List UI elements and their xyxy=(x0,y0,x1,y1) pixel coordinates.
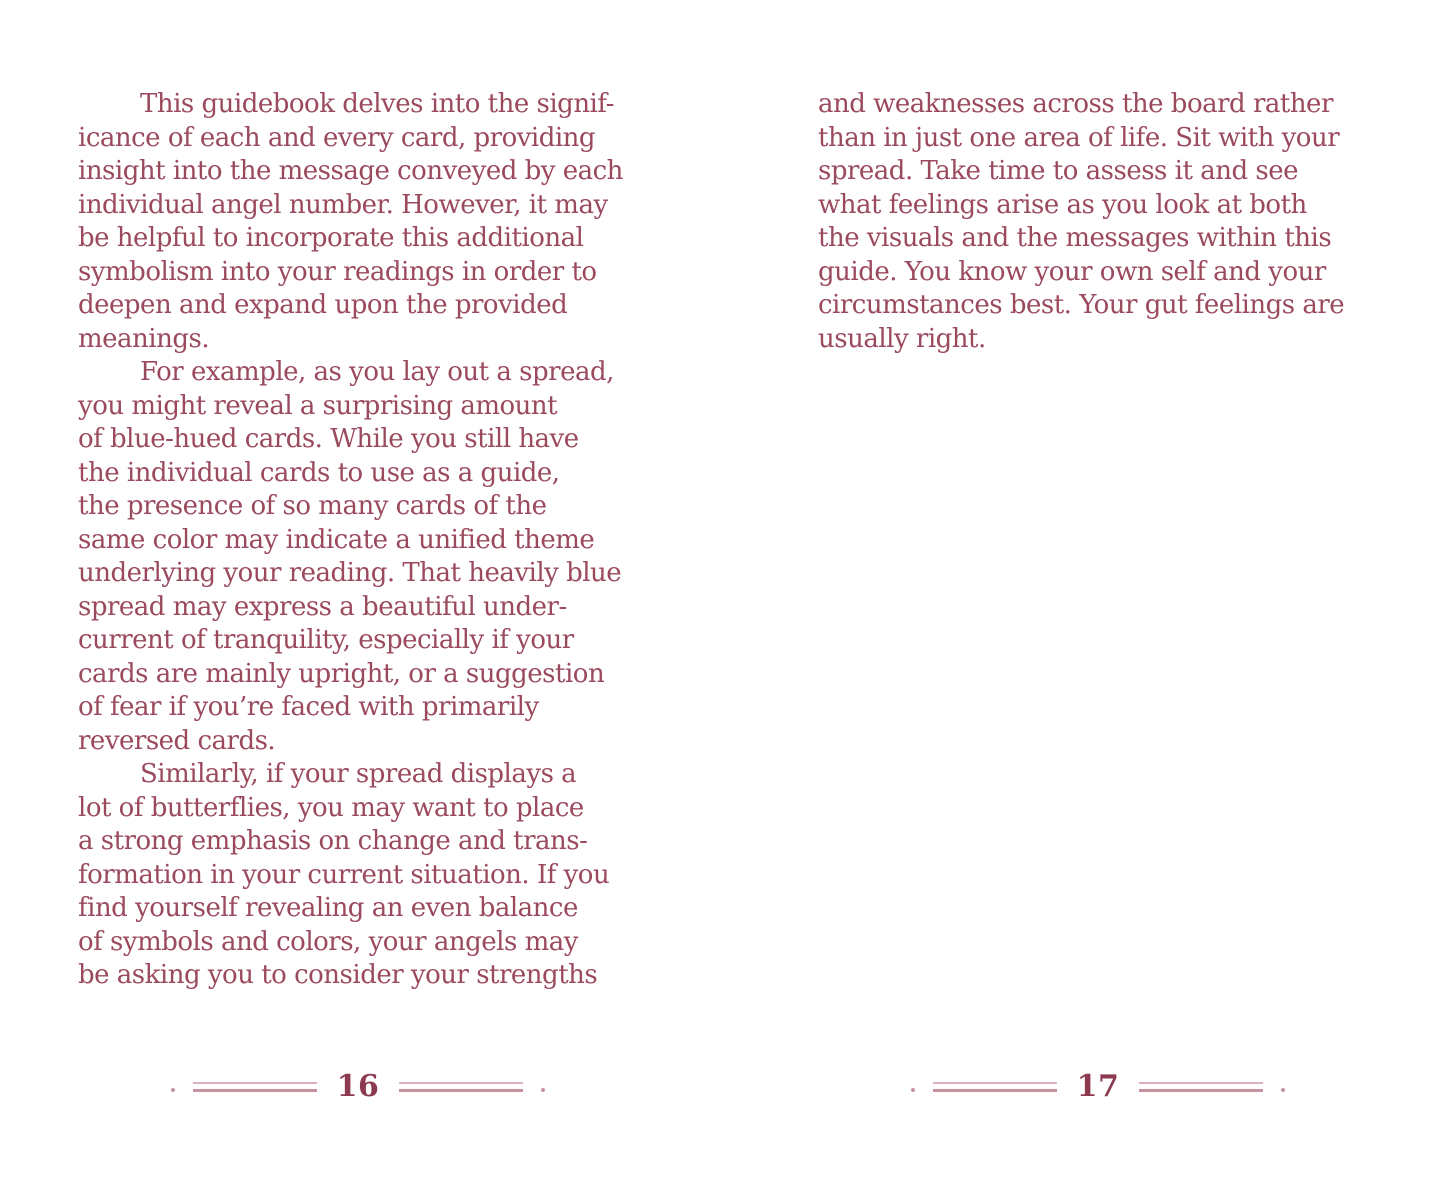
text-line: than in just one area of life. Sit with your xyxy=(818,122,1340,153)
text-line: spread may express a beautiful under- xyxy=(78,591,567,622)
ornament-dot-outer-left xyxy=(171,1088,175,1092)
text-line: This guidebook delves into the signif- xyxy=(140,89,614,119)
text-line: a strong emphasis on change and trans- xyxy=(78,826,588,856)
text-line: same color may indicate a unified theme xyxy=(78,524,595,555)
ornament-rule-thin xyxy=(193,1082,317,1084)
text-line: usually right. xyxy=(818,323,986,354)
text-line: of symbols and colors, your angels may xyxy=(78,926,578,957)
text-line: individual angel number. However, it may xyxy=(78,189,608,220)
text-line: underlying your reading. That heavily blue xyxy=(78,558,622,588)
ornament-rule-thin xyxy=(1139,1082,1263,1084)
text-line: symbolism into your readings in order to xyxy=(78,256,597,287)
text-line: spread. Take time to assess it and see xyxy=(818,156,1298,186)
text-line: guide. You know your own self and your xyxy=(818,256,1326,287)
page-left xyxy=(78,0,638,1204)
text-line: insight into the message conveyed by each xyxy=(78,156,623,186)
page-number-left: 16 xyxy=(336,1069,380,1104)
ornament-rule-thick xyxy=(1139,1089,1263,1092)
text-line: of blue-hued cards. While you still have xyxy=(78,424,579,454)
ornament-dot-outer-left xyxy=(911,1088,915,1092)
text-line: be asking you to consider your strengths xyxy=(78,960,598,990)
page-left-footer xyxy=(78,1069,638,1104)
ornament-rules-left xyxy=(933,1082,1057,1092)
ornament-rule-thin xyxy=(399,1082,523,1084)
text-line: of fear if you’re faced with primarily xyxy=(78,692,539,722)
ornament-rules-left xyxy=(193,1082,317,1092)
ornament-rules-right xyxy=(1139,1082,1263,1092)
ornament-rule-thick xyxy=(193,1089,317,1092)
ornament-rules-right xyxy=(399,1082,523,1092)
ornament-rule-thick xyxy=(933,1089,1057,1092)
text-line: icance of each and every card, providing xyxy=(78,122,596,153)
text-line: meanings. xyxy=(78,323,210,354)
page-left-text xyxy=(78,88,638,993)
text-line: lot of butterflies, you may want to place xyxy=(78,792,584,823)
text-line: what feelings arise as you look at both xyxy=(818,189,1307,220)
text-line: and weaknesses across the board rather xyxy=(818,89,1333,119)
text-line: find yourself revealing an even balance xyxy=(78,893,578,923)
text-line: you might reveal a surprising amount xyxy=(78,390,558,421)
page-right-footer xyxy=(818,1069,1378,1104)
text-line: current of tranquility, especially if your xyxy=(78,625,574,655)
page-right-text xyxy=(818,88,1378,356)
text-line: be helpful to incorporate this additional xyxy=(78,223,584,253)
text-line: reversed cards. xyxy=(78,725,276,756)
page-right xyxy=(818,0,1378,1204)
page-number-right: 17 xyxy=(1076,1069,1120,1104)
text-line: circumstances best. Your gut feelings are xyxy=(818,290,1345,320)
text-line: the visuals and the messages within this xyxy=(818,223,1332,253)
text-line: deepen and expand upon the provided xyxy=(78,290,568,320)
ornament-rule-thin xyxy=(933,1082,1057,1084)
text-line: cards are mainly upright, or a suggestion xyxy=(78,658,605,689)
text-line: Similarly, if your spread displays a xyxy=(140,759,577,789)
text-line: formation in your current situation. If you xyxy=(78,859,610,890)
text-line: the individual cards to use as a guide, xyxy=(78,457,560,488)
ornament-rule-thick xyxy=(399,1089,523,1092)
ornament-dot-outer-right xyxy=(541,1088,545,1092)
ornament-dot-outer-right xyxy=(1281,1088,1285,1092)
text-line: the presence of so many cards of the xyxy=(78,491,547,521)
text-line: For example, as you lay out a spread, xyxy=(140,357,614,387)
